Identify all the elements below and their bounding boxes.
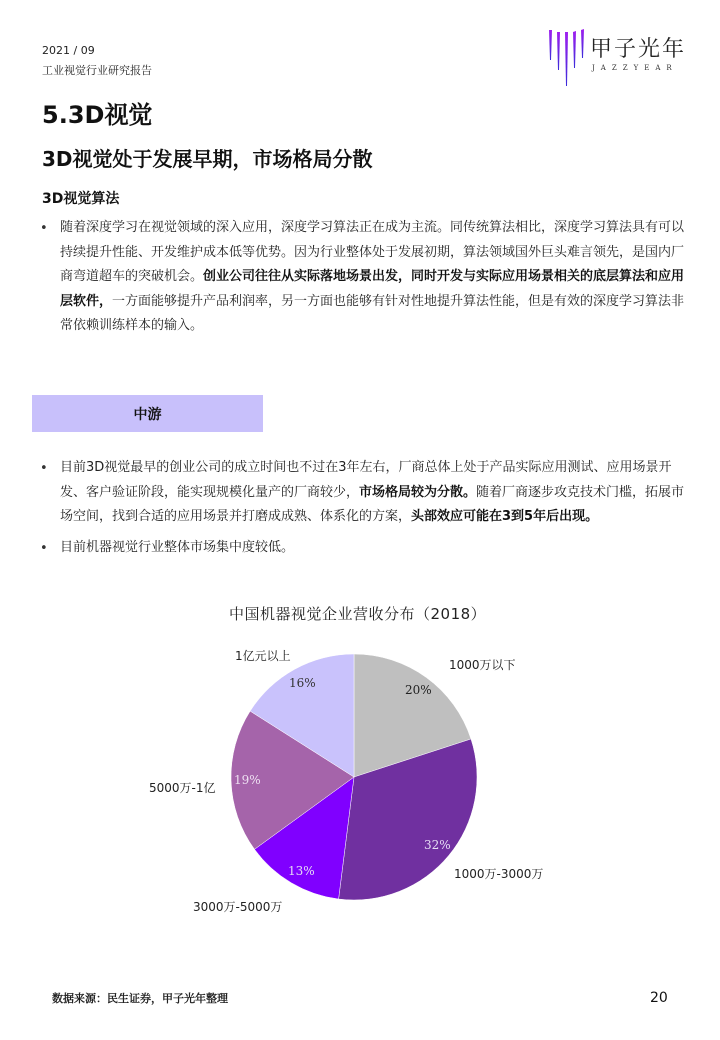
paragraph-text: 随着深度学习在视觉领域的深入应用，深度学习算法正在成为主流。同传统算法相比，深度学习算法具有可以持续提升性能、开发维护成本低等优势。因为行业整体处于发展初期，算法领域国外巨头难言领先，是国内厂商弯道超车的突破机会。 — [60, 220, 685, 284]
chart-title: 中国机器视觉企业营收分布（2018） — [229, 605, 487, 623]
paragraph-bold-text: 头部效应可能在3到5年后出现。 — [411, 509, 599, 524]
paragraph-concentration: 目前机器视觉行业整体市场集中度较低。 — [60, 540, 295, 555]
paragraph-text: 目前3D视觉最早的创业公司的成立时间也不过在3年左右，厂商总体上处于产品实际应用测试、应用场景开发、客户验证阶段，能实现规模化量产的厂商较少， — [60, 460, 672, 500]
data-source: 数据来源：民生证券，甲子光年整理 — [52, 992, 228, 1005]
pct-30m-50m: 13% — [288, 864, 315, 878]
report-name: 工业视觉行业研究报告 — [42, 64, 152, 77]
label-30m-50m: 3000万-5000万 — [193, 900, 283, 914]
section-title: 5.3D视觉 — [42, 101, 153, 129]
paragraph-text: 一方面能够提升产品利润率，另一方面也能够有针对性地提升算法性能，但是有效的深度学习算法非常依赖训练样本的输入。 — [60, 293, 685, 333]
pct-50m-100m: 19% — [234, 773, 261, 787]
label-50m-100m: 5000万-1亿 — [149, 781, 216, 795]
label-10m-30m: 1000万-3000万 — [454, 867, 544, 881]
bullet-2: • — [40, 461, 48, 476]
paragraph-bold-text: 市场格局较为分散。 — [359, 484, 477, 500]
label-over-100m: 1亿元以上 — [235, 649, 291, 663]
logo-text-cn: 甲子光年 — [590, 37, 687, 62]
midstream-label: 中游 — [133, 407, 162, 423]
bullet-1: • — [40, 221, 48, 236]
pct-under-10m: 20% — [405, 683, 432, 697]
algo-heading: 3D视觉算法 — [42, 191, 120, 207]
paragraph-text: 随着厂商逐步攻克技术门槛，拓展市场空间，找到合适的应用场景并打磨成成熟、体系化的方案， — [60, 484, 685, 524]
bullet-3: • — [40, 541, 48, 556]
report-date: 2021 / 09 — [42, 44, 95, 57]
logo-text-en: JAZZYEAR — [592, 64, 678, 72]
paragraph-bold-text: 创业公司往往从实际落地场景出发，同时开发与实际应用场景相关的底层算法和应用层软件， — [60, 269, 685, 309]
page-number: 20 — [650, 990, 668, 1006]
pct-10m-30m: 32% — [424, 838, 451, 852]
pct-over-100m: 16% — [289, 676, 316, 690]
label-under-10m: 1000万以下 — [449, 658, 516, 672]
section-subtitle: 3D视觉处于发展早期，市场格局分散 — [42, 147, 373, 171]
